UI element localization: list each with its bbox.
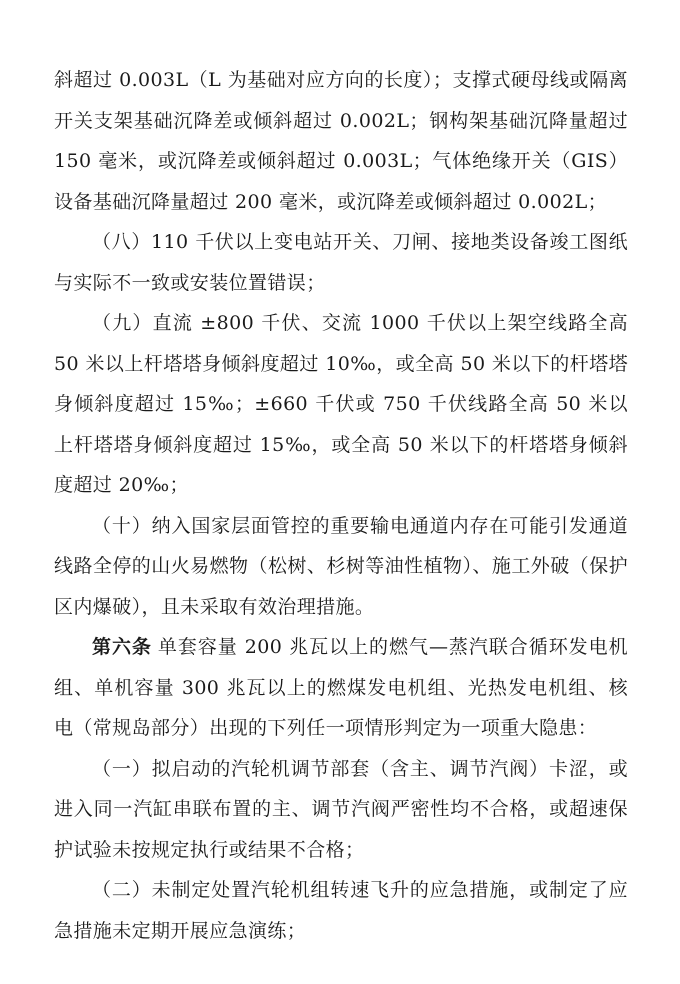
paragraph-item-8: [54, 222, 628, 303]
article-6-item-2: [54, 870, 628, 951]
article-6: [54, 627, 628, 749]
article-6-item-1: [54, 749, 628, 871]
article-6-item-2-text: （二）未制定处置汽轮机组转速飞升的应急措施，或制定了应急措施未定期开展应急演练；: [54, 879, 628, 942]
article-6-item-1-text: （一）拟启动的汽轮机调节部套（含主、调节汽阀）卡涩，或进入同一汽缸串联布置的主、调节汽阀严密性均不合格，或超速保护试验未按规定执行或结果不合格；: [54, 757, 628, 861]
paragraph-item-8-text: （八）110 千伏以上变电站开关、刀闸、接地类设备竣工图纸与实际不一致或安装位置错误；: [54, 231, 628, 294]
article-6-label: 第六条: [92, 636, 152, 658]
paragraph-item-9: [54, 303, 628, 506]
paragraph-item-9-text: （九）直流 ±800 千伏、交流 1000 千伏以上架空线路全高 50 米以上杆塔塔身倾斜度超过 10‰，或全高 50 米以下的杆塔塔身倾斜度超过 15‰；±660 千伏或 750 千伏线路全高 50 米以上杆塔塔身倾斜度超过 15‰，或全高 50 米以下的杆塔塔身倾斜度超过 20‰；: [54, 312, 628, 496]
paragraph-item-10-text: （十）纳入国家层面管控的重要输电通道内存在可能引发通道线路全停的山火易燃物（松树、杉树等油性植物）、施工外破（保护区内爆破），且未采取有效治理措施。: [54, 514, 628, 618]
document-page: [54, 60, 628, 951]
paragraph-item-10: [54, 506, 628, 628]
paragraph-1: [54, 60, 628, 222]
article-6-text: 单套容量 200 兆瓦以上的燃气—蒸汽联合循环发电机组、单机容量 300 兆瓦以上的燃煤发电机组、光热发电机组、核电（常规岛部分）出现的下列任一项情形判定为一项重大隐患：: [54, 636, 628, 739]
paragraph-1-text: 斜超过 0.003L（L 为基础对应方向的长度）；支撑式硬母线或隔离开关支架基础沉降差或倾斜超过 0.002L；钢构架基础沉降量超过 150 毫米，或沉降差或倾斜超过 0.003L；气体绝缘开关（GIS）设备基础沉降量超过 200 毫米，或沉降差或倾斜超过 0.002L；: [54, 69, 628, 213]
